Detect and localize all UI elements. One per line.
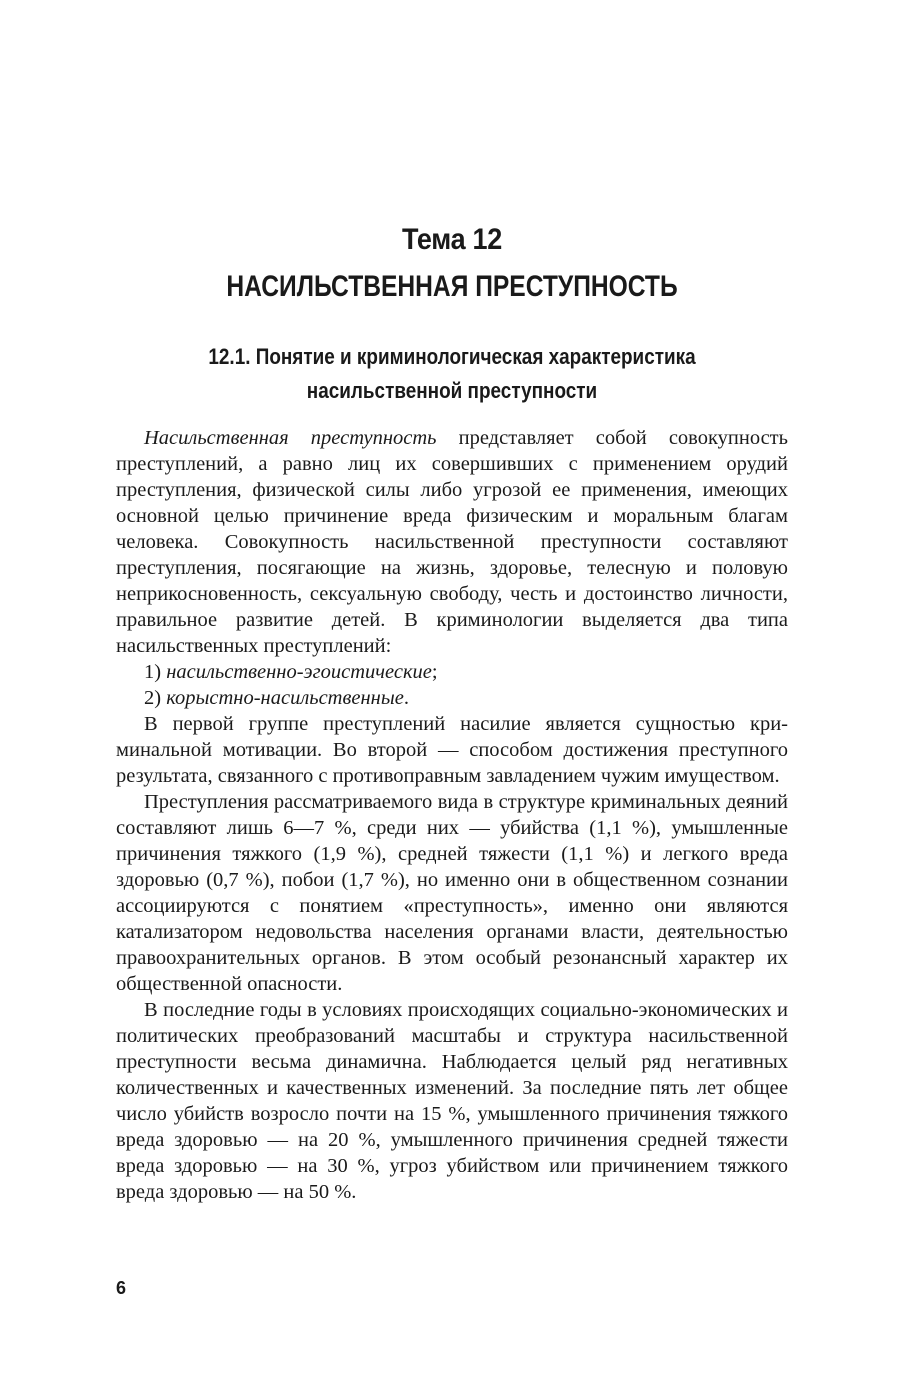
page-number: 6: [116, 1278, 127, 1298]
section-title: 12.1. Понятие и криминологическая характеристика насильственной преступности: [208, 344, 696, 403]
paragraph-definition: [116, 425, 788, 659]
paragraph-groups: В первой группе преступлений насилие является сущностью криминальной мотивации. Во второй — способом достижения преступного результата, связанного с противоправным завладением чужим имуществом.: [116, 713, 788, 787]
defined-term: Насильственная преступность: [144, 427, 437, 449]
list-item-text: корыстно-насильственные: [166, 687, 404, 709]
paragraph-dynamics: В последние годы в условиях происходящих социально-экономических и политических преобразований масштабы и структура насильственной преступности весьма динамична. Наблюдается целый ряд негативных количественных и качественных изменений. За последние пять лет общее число убийств возросло почти на 15 %, умышленного причинения тяжкого вреда здоровью — на 20 %, умышленного причинения средней тяжести вреда здоровью — на 30 %, угроз убийством или причинением тяжкого вреда здоровью — на 50 %.: [116, 999, 788, 1203]
list-punctuation: ;: [431, 661, 438, 683]
list-number: 2): [144, 687, 167, 709]
paragraph-statistics: Преступления рассматриваемого вида в структуре криминальных деяний составляют лишь 6—7 %, среди них — убийства (1,1 %), умышленные причинения тяжкого (1,9 %), средней тяжести (1,1 %) и легкого вреда здоровью (0,7 %), побои (1,7 %), но именно они в общественном сознании ассоциируются с понятием «преступность», именно они являются катализатором недовольства населения органами власти, деятельностью правоохранительных органов. В этом особый резонансный характер их общественной опасности.: [116, 791, 788, 995]
list-item: [116, 685, 788, 711]
list-punctuation: .: [403, 687, 409, 709]
chapter-label: Тема 12: [401, 223, 503, 256]
body-text: [116, 425, 788, 1205]
paragraph-definition-text: представляет собой совокупность преступлений, а равно лиц их совершивших с применением орудий преступления, физической силы либо угрозой ее применения, имеющих основной целью причинение вреда физическим и моральным благам человека. Совокупность насильственной преступности составляют преступления, посягающие на жизнь, здоровье, телесную и половую неприкосновенность, сексуальную свободу, честь и достоинство личности, правильное развитие детей. В криминологии выделяется два типа насильственных преступлений:: [116, 427, 788, 657]
list-number: 1): [144, 661, 167, 683]
list-item: [116, 659, 788, 685]
chapter-title: НАСИЛЬСТВЕННАЯ ПРЕСТУПНОСТЬ: [226, 270, 678, 303]
list-item-text: насильственно-эгоистические: [166, 661, 432, 683]
